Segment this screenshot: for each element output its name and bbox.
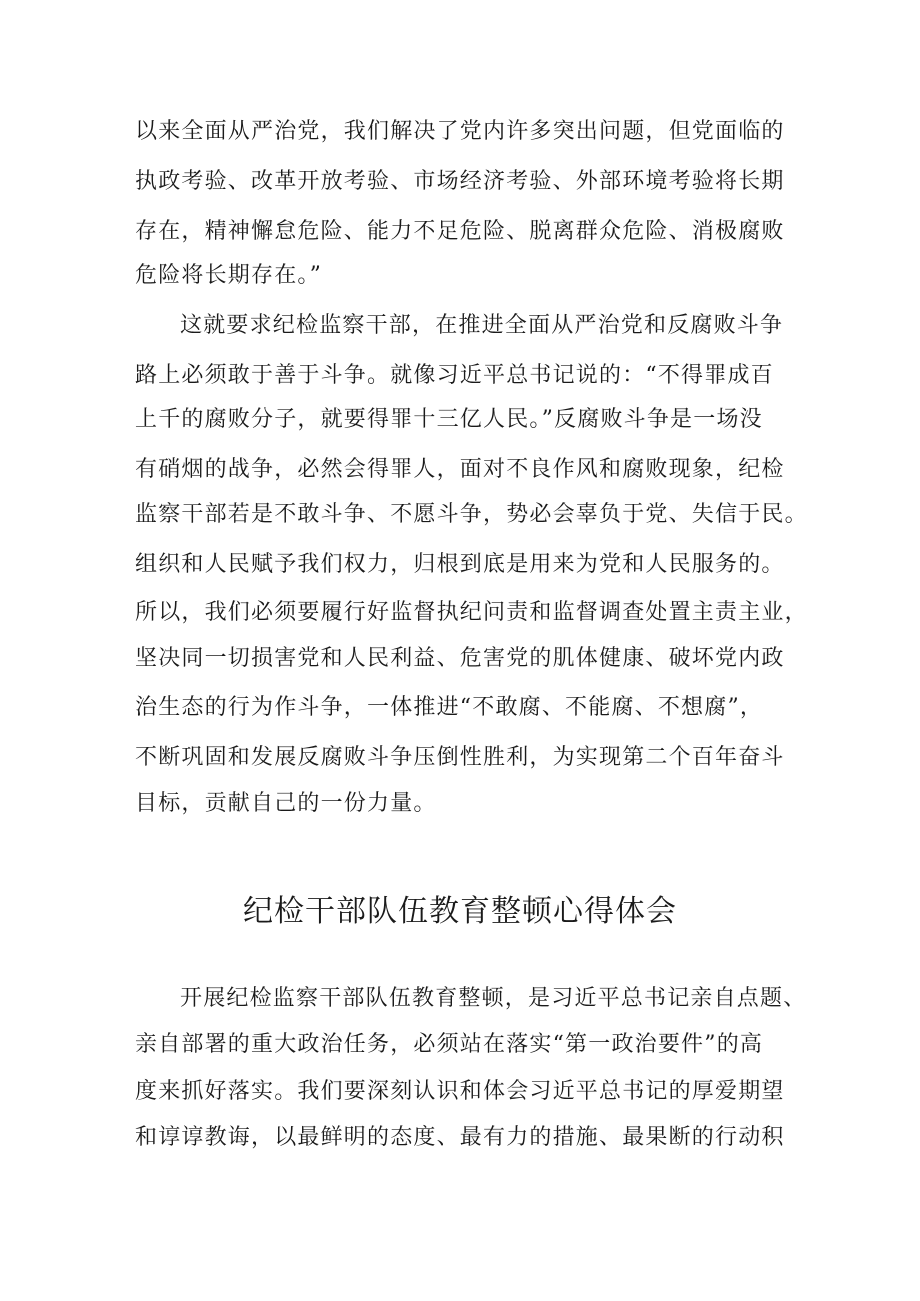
text-line: 路上必须敢于善于斗争。就像习近平总书记说的：“不得罪成百 xyxy=(135,363,774,388)
text-line: 度来抓好落实。我们要深刻认识和体会习近平总书记的厚爱期望 xyxy=(135,1079,785,1104)
text-line: 目标，贡献自己的一份力量。 xyxy=(135,791,437,816)
text-line: 有硝烟的战争，必然会得罪人，面对不良作风和腐败现象，纪检 xyxy=(135,457,785,482)
text-line: 监察干部若是不敢斗争、不愿斗争，势必会辜负于党、失信于民。 xyxy=(135,502,808,527)
text-line: 坚决同一切损害党和人民利益、危害党的肌体健康、破坏党内政 xyxy=(135,646,785,671)
section-title: 纪检干部队伍教育整顿心得体会 xyxy=(243,894,677,929)
text-line: 危险将长期存在。” xyxy=(135,263,323,288)
text-line: 开展纪检监察干部队伍教育整顿，是习近平总书记亲自点题、 xyxy=(180,986,807,1011)
text-line: 这就要求纪检监察干部，在推进全面从严治党和反腐败斗争 xyxy=(180,313,784,338)
text-line: 存在，精神懈怠危险、能力不足危险、脱离群众危险、消极腐败 xyxy=(135,219,785,244)
text-line: 不断巩固和发展反腐败斗争压倒性胜利，为实现第二个百年奋斗 xyxy=(135,745,785,770)
text-line: 所以，我们必须要履行好监督执纪问责和监督调查处置主责主业， xyxy=(135,600,808,625)
text-line: 亲自部署的重大政治任务，必须站在落实“第一政治要件”的高 xyxy=(135,1032,764,1057)
text-line: 和谆谆教诲，以最鲜明的态度、最有力的措施、最果断的行动积 xyxy=(135,1125,785,1150)
text-line: 组织和人民赋予我们权力，归根到底是用来为党和人民服务的。 xyxy=(135,552,785,577)
text-line: 执政考验、改革开放考验、市场经济考验、外部环境考验将长期 xyxy=(135,169,785,194)
text-line: 上千的腐败分子，就要得罪十三亿人民。”反腐败斗争是一场没 xyxy=(135,407,763,432)
text-line: 治生态的行为作斗争，一体推进“不敢腐、不能腐、不想腐”， xyxy=(135,695,764,720)
text-line: 以来全面从严治党，我们解决了党内许多突出问题，但党面临的 xyxy=(135,119,785,144)
